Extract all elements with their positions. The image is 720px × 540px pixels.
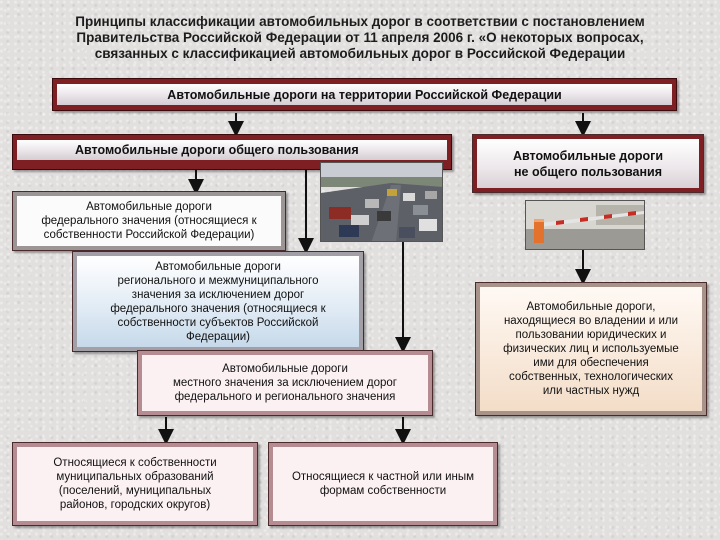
node-local-roads-line-3: федерального и регионального значения xyxy=(174,391,396,403)
node-privately-used-roads-line-5: ими для обеспечения xyxy=(533,357,649,369)
node-regional-roads xyxy=(72,251,364,352)
node-private-property xyxy=(268,442,498,526)
node-regional-roads-line-1: Автомобильные дороги xyxy=(155,260,281,273)
title-line-1: Принципы классификации автомобильных дорог в соответствии с постановлением xyxy=(75,14,645,29)
road-barrier-photo xyxy=(525,200,645,250)
node-local-roads xyxy=(137,350,433,416)
node-roads-in-russia xyxy=(52,78,677,111)
node-federal-roads xyxy=(12,191,286,251)
node-municipal-property-line-3: (поселений, муниципальных xyxy=(58,485,212,497)
node-municipal-property-line-2: муниципальных образований xyxy=(56,471,214,483)
node-privately-used-roads-line-2: находящиеся во владении и или xyxy=(503,315,679,327)
node-regional-roads-line-5: собственности субъектов Российской xyxy=(117,316,319,329)
node-federal-roads-line-2: федерального значения (относящиеся к xyxy=(41,215,257,227)
node-municipal-property-line-1: Относящиеся к собственности xyxy=(53,457,217,469)
node-privately-used-roads-line-7: или частных нужд xyxy=(542,385,640,397)
node-privately-used-roads-line-3: пользовании юридических и xyxy=(515,329,667,341)
node-private-property-line-2: формам собственности xyxy=(319,485,447,497)
node-regional-roads-line-2: регионального и межмуниципального xyxy=(117,274,319,287)
node-privately-used-roads-line-4: физических лиц и используемые xyxy=(503,343,679,355)
node-privately-used-roads-line-1: Автомобильные дороги, xyxy=(526,301,656,313)
node-privately-used-roads-line-6: собственных, технологических xyxy=(509,371,673,383)
node-privately-used-roads xyxy=(475,282,707,416)
title-line-2: Правительства Российской Федерации от 11 апреля 2006 г. «О некоторых вопросах, xyxy=(76,30,644,45)
title-line-3: связанных с классификацией автомобильных дорог в Российской Федерации xyxy=(94,46,626,61)
node-private-property-line-1: Относящиеся к частной или иным xyxy=(291,471,475,483)
node-non-public-roads-line-1: Автомобильные дороги xyxy=(512,148,664,163)
node-regional-roads-line-6: Федерации) xyxy=(185,330,251,343)
node-federal-roads-line-1: Автомобильные дороги xyxy=(86,201,212,213)
node-municipal-property-line-4: районов, городских округов) xyxy=(59,499,211,511)
node-non-public-roads xyxy=(472,134,704,193)
node-local-roads-line-2: местного значения за исключением дорог xyxy=(173,377,397,389)
node-federal-roads-line-3: собственности Российской Федерации) xyxy=(43,229,255,241)
node-municipal-property xyxy=(12,442,258,526)
node-local-roads-line-1: Автомобильные дороги xyxy=(222,363,348,375)
node-regional-roads-line-3: значения за исключением дорог xyxy=(131,288,305,301)
node-public-roads-label: Автомобильные дороги общего пользования xyxy=(75,143,359,157)
node-regional-roads-line-4: федерального значения (относящиеся к xyxy=(110,302,326,315)
node-non-public-roads-line-2: не общего пользования xyxy=(513,164,663,179)
node-roads-in-russia-label: Автомобильные дороги на территории Российской Федерации xyxy=(167,87,562,102)
traffic-jam-photo xyxy=(320,162,443,242)
